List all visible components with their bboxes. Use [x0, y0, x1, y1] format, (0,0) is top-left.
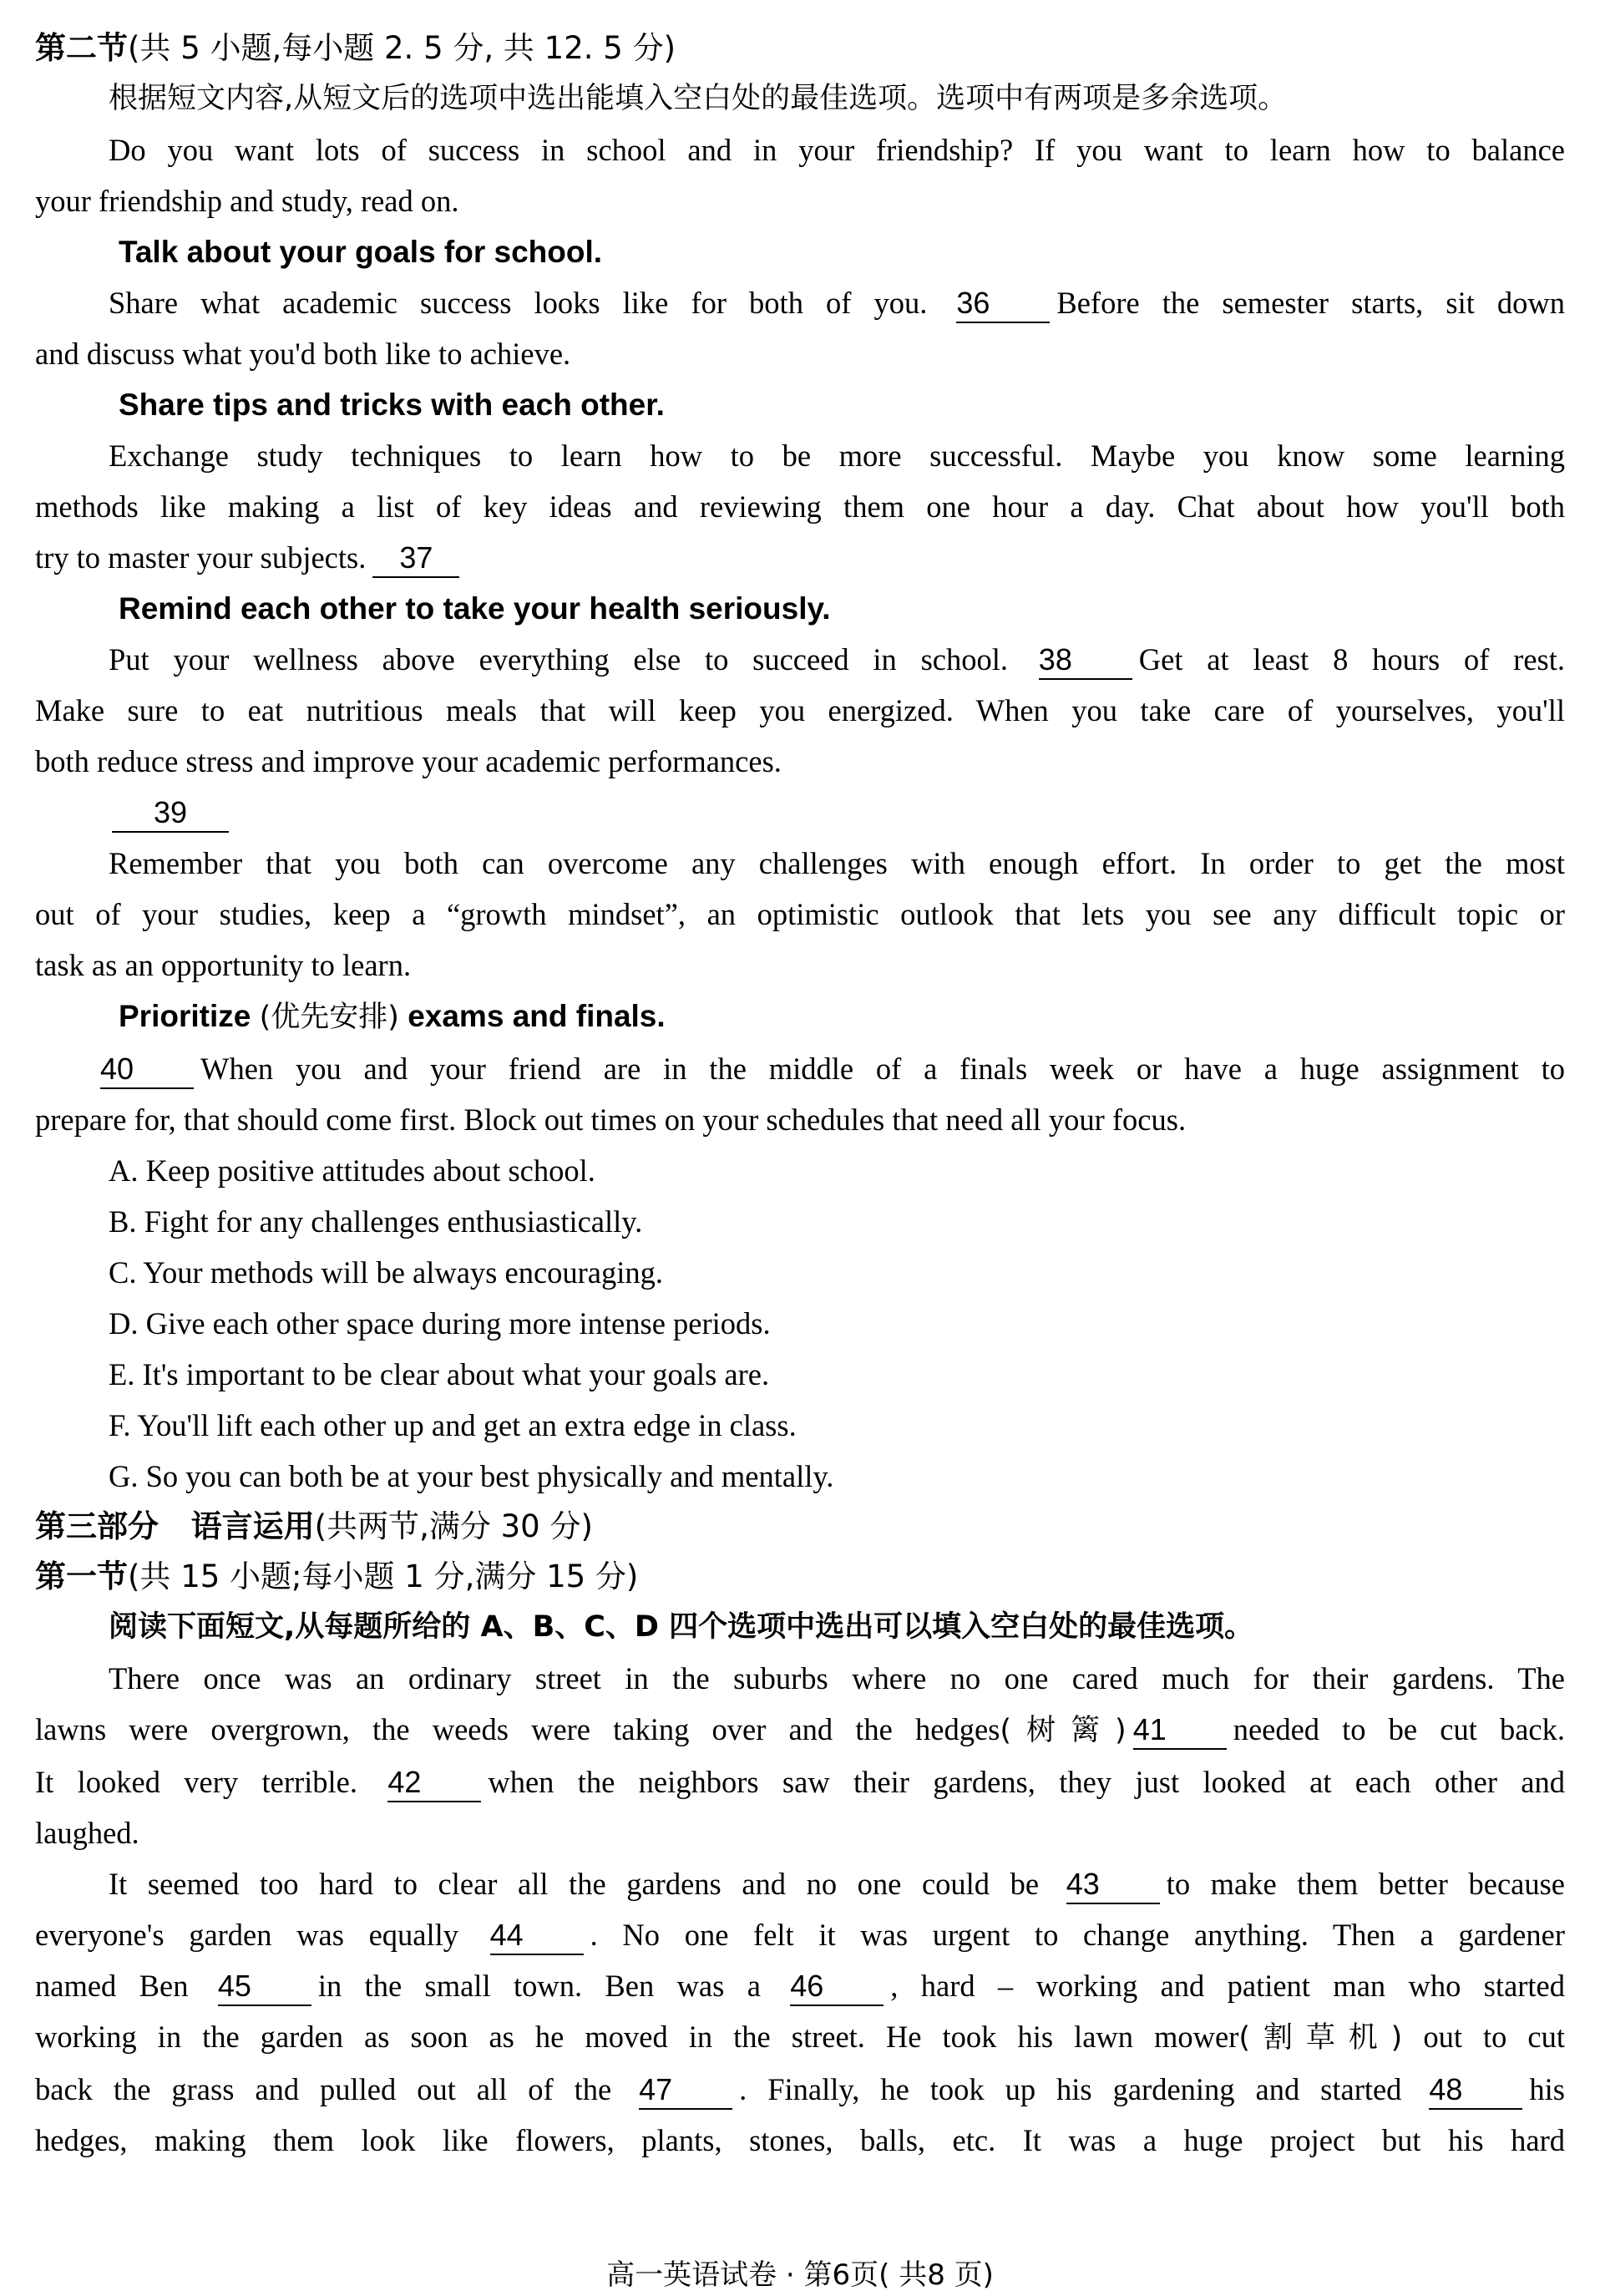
intro-line-1: Do you want lots of success in school and in your friendship? If you want to learn how to balance [109, 133, 1565, 167]
blank-47[interactable]: 47 [639, 2071, 732, 2110]
para-goals-line-2: and discuss what you'd both like to achieve. [35, 337, 571, 371]
cloze-p2-line-5 [35, 2064, 1565, 2115]
para-health-line-2: Make sure to eat nutritious meals that will keep you energized. When you take care of yourselves, you'll [35, 693, 1565, 727]
cloze-p1-line-3 [35, 1756, 1565, 1807]
blank-39[interactable]: 39 [112, 794, 229, 833]
cloze-p1-line-1: There once was an ordinary street in the suburbs where no one cared much for their gardens. The [109, 1661, 1565, 1695]
blank-46[interactable]: 46 [790, 1968, 884, 2006]
options-list [35, 1145, 1565, 1502]
cloze-p2-line-3 [35, 1960, 1565, 2011]
heading-39-line [35, 787, 1565, 838]
para-mindset-line-1: Remember that you both can overcome any challenges with enough effort. In order to get the most [109, 846, 1565, 880]
section-2-title [35, 23, 1565, 73]
blank-36[interactable]: 36 [956, 285, 1050, 323]
chinese-gloss: (树篱) [1000, 1714, 1127, 1747]
option-f[interactable]: F. You'll lift each other up and get an extra edge in class. [109, 1408, 797, 1442]
blank-43[interactable]: 43 [1066, 1866, 1160, 1904]
para-text: . No one felt it was urgent to change anything. Then a gardener [590, 1918, 1565, 1952]
option-c[interactable]: C. Your methods will be always encouraging. [109, 1255, 664, 1290]
blank-44[interactable]: 44 [490, 1917, 584, 1955]
para-text: named Ben [35, 1969, 189, 2003]
para-tips-line-3 [35, 532, 1565, 583]
para-text: , hard – working and patient man who started [890, 1969, 1566, 2003]
section-2-label: 第二节 [35, 30, 128, 66]
para-text: when the neighbors saw their gardens, they just looked at each other and [488, 1765, 1565, 1799]
para-mindset-line-3: task as an opportunity to learn. [35, 948, 412, 982]
chinese-gloss: (割草机) [1238, 2021, 1403, 2055]
heading-text: Prioritize [119, 999, 251, 1033]
para-text: It seemed too hard to clear all the gardens and no one could be [109, 1867, 1040, 1901]
para-text: in the small town. Ben was a [317, 1969, 761, 2003]
para-health-line-3: both reduce stress and improve your academic performances. [35, 744, 782, 778]
para-text: When you and your friend are in the middle of a finals week or have a huge assignment to [200, 1052, 1565, 1086]
section-1-scoring: (共 15 小题;每小题 1 分,满分 15 分) [128, 1559, 639, 1594]
para-text: needed to be cut back. [1233, 1712, 1566, 1746]
para-text: try to master your subjects. [35, 540, 367, 575]
blank-37[interactable]: 37 [372, 540, 459, 578]
part-3-label: 第三部分 语言运用 [35, 1508, 315, 1544]
para-text: Before the semester starts, sit down [1056, 286, 1566, 320]
para-health-line-1 [35, 634, 1565, 685]
heading-chinese-gloss: (优先安排) [259, 1001, 399, 1034]
option-e[interactable]: E. It's important to be clear about what your goals are. [109, 1357, 770, 1391]
blank-38[interactable]: 38 [1039, 641, 1132, 680]
para-prioritize-line-1 [35, 1043, 1565, 1094]
para-text: . Finally, he took up his gardening and started [739, 2072, 1402, 2106]
para-prioritize-line-2: prepare for, that should come first. Block out times on your schedules that need all your focus. [35, 1102, 1187, 1137]
heading-text: exams and finals. [408, 999, 666, 1033]
para-goals-line-1 [35, 277, 1565, 328]
para-text: Put your wellness above everything else to succeed in school. [109, 642, 1009, 677]
cloze-p2-line-1 [35, 1858, 1565, 1909]
part-3-title [35, 1502, 1565, 1552]
page-footer: 高一英语试卷 · 第6页( 共8 页) [606, 2258, 994, 2292]
para-mindset-line-2: out of your studies, keep a “growth mindset”, an optimistic outlook that lets you see any difficult topic or [35, 897, 1565, 931]
part-3-scoring: (共两节,满分 30 分) [314, 1508, 593, 1544]
cloze-p2-line-6: hedges, making them look like flowers, plants, stones, balls, etc. It was a huge project but his hard [35, 2123, 1565, 2157]
para-tips-line-2: methods like making a list of key ideas and reviewing them one hour a day. Chat about how you'll both [35, 489, 1565, 524]
para-text: everyone's garden was equally [35, 1918, 458, 1952]
section-1-title [35, 1552, 1565, 1602]
para-text: Share what academic success looks like for both of you. [109, 286, 928, 320]
cloze-p2-line-4 [35, 2011, 1565, 2064]
cloze-instruction: 阅读下面短文,从每题所给的 A、B、C、D 四个选项中选出可以填入空白处的最佳选项。 [109, 1610, 1254, 1644]
para-tips-line-1: Exchange study techniques to learn how to be more successful. Maybe you know some learning [109, 438, 1565, 473]
para-text: back the grass and pulled out all of the [35, 2072, 612, 2106]
blank-48[interactable]: 48 [1429, 2071, 1522, 2110]
blank-41[interactable]: 41 [1133, 1711, 1227, 1750]
blank-42[interactable]: 42 [387, 1764, 481, 1802]
para-text: his [1529, 2072, 1565, 2106]
option-b[interactable]: B. Fight for any challenges enthusiastically. [109, 1204, 643, 1239]
cloze-p2-line-2 [35, 1909, 1565, 1960]
heading-tips: Share tips and tricks with each other. [119, 388, 665, 422]
para-text: lawns were overgrown, the weeds were taking over and the hedges [35, 1712, 1000, 1746]
exam-page [35, 23, 1565, 2166]
heading-goals: Talk about your goals for school. [119, 235, 603, 269]
blank-40[interactable]: 40 [100, 1051, 194, 1089]
para-text: to make them better because [1166, 1867, 1566, 1901]
section-2-scoring: (共 5 小题,每小题 2. 5 分, 共 12. 5 分) [128, 30, 676, 66]
para-text: Get at least 8 hours of rest. [1138, 642, 1565, 677]
option-d[interactable]: D. Give each other space during more intense periods. [109, 1306, 771, 1341]
option-a[interactable]: A. Keep positive attitudes about school. [109, 1153, 595, 1188]
section-2-instruction: 根据短文内容,从短文后的选项中选出能填入空白处的最佳选项。选项中有两项是多余选项。 [109, 82, 1288, 115]
heading-health: Remind each other to take your health seriously. [119, 591, 831, 626]
para-text: out to cut [1423, 2020, 1566, 2054]
cloze-p1-line-4: laughed. [35, 1816, 139, 1850]
section-1-label: 第一节 [35, 1559, 128, 1594]
cloze-p1-line-2 [35, 1704, 1565, 1756]
blank-45[interactable]: 45 [218, 1968, 311, 2006]
heading-prioritize [35, 991, 1565, 1043]
para-text: It looked very terrible. [35, 1765, 357, 1799]
para-text: working in the garden as soon as he moved in the street. He took his lawn mower [35, 2020, 1239, 2054]
intro-line-2: your friendship and study, read on. [35, 184, 459, 218]
option-g[interactable]: G. So you can both be at your best physically and mentally. [109, 1459, 834, 1493]
